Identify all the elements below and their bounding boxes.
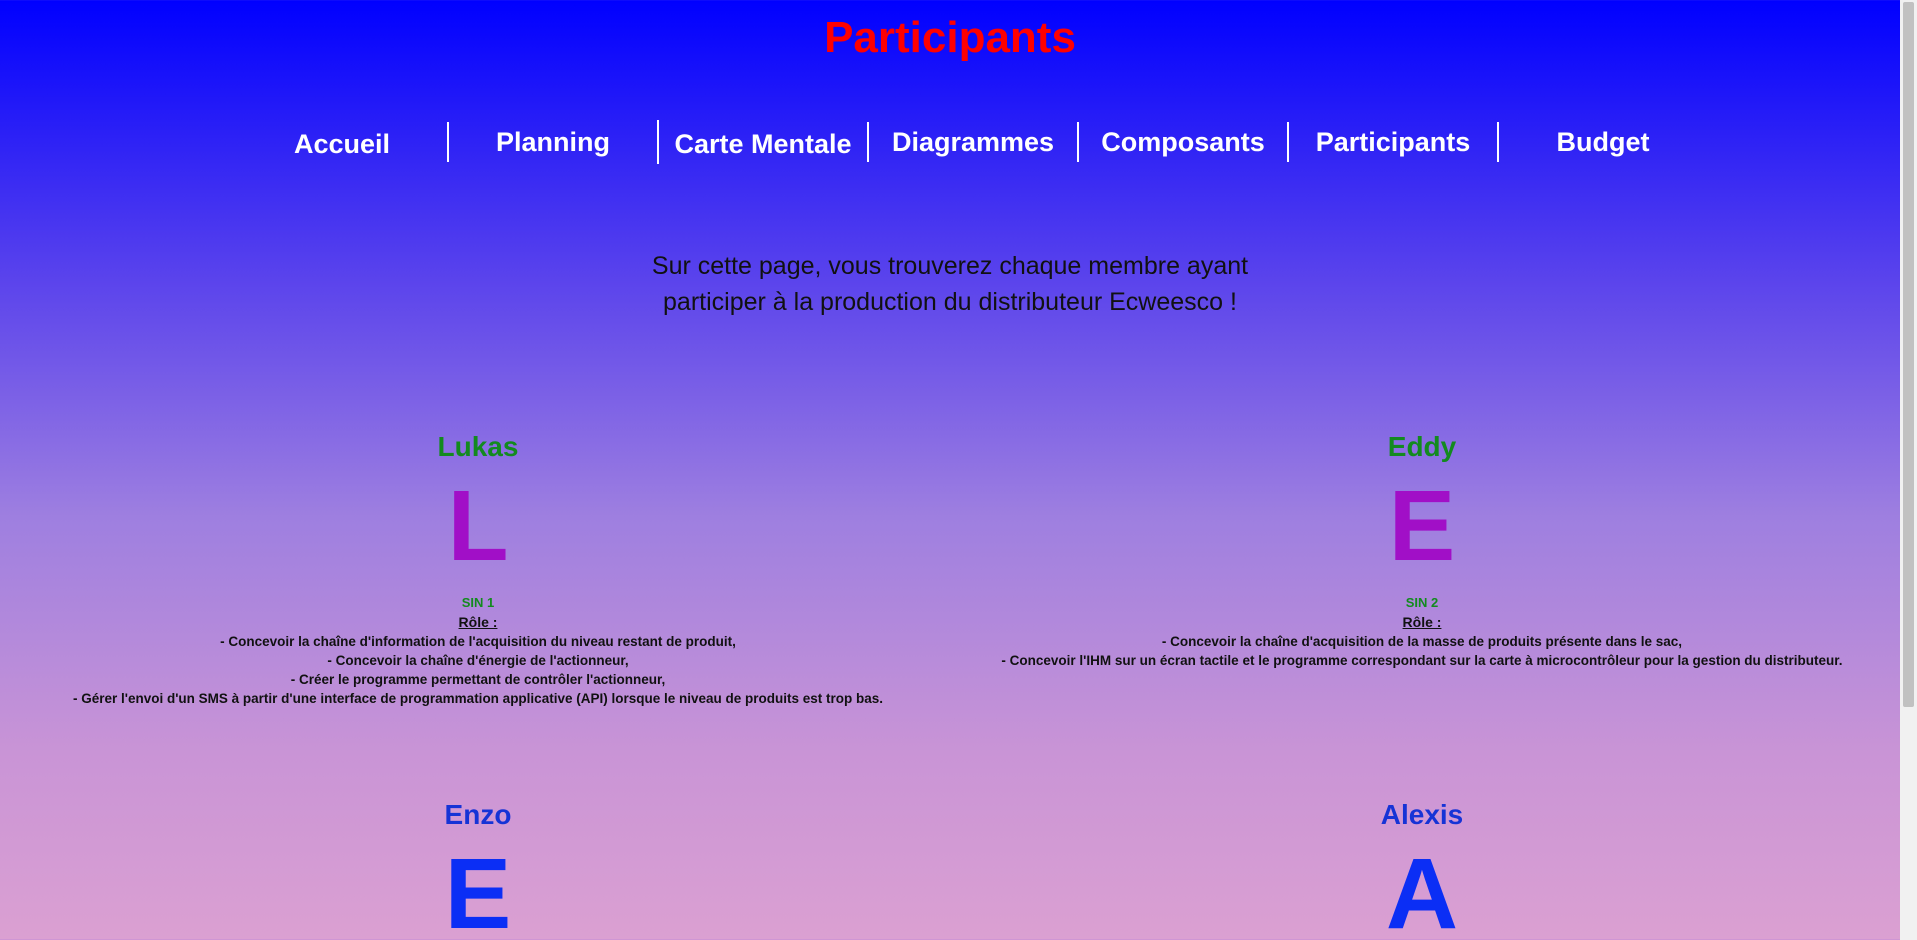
role-task: - Concevoir la chaîne d'information de l'acquisition du niveau restant de produit, (220, 634, 736, 649)
role-task: - Concevoir l'IHM sur un écran tactile et le programme correspondant sur la carte à microcontrôleur pour la gestion du distributeur. (1001, 653, 1843, 668)
nav-item-carte-mentale[interactable]: Carte Mentale (657, 120, 867, 164)
member-avatar: E (444, 838, 512, 940)
nav-item-composants[interactable]: Composants (1077, 122, 1287, 162)
intro-text (0, 248, 1900, 320)
nav-item-participants[interactable]: Participants (1287, 122, 1497, 162)
role-label: Rôle : (1402, 614, 1442, 630)
intro-line-1: Sur cette page, vous trouverez chaque membre ayant (651, 252, 1249, 280)
member-card-alexis (952, 798, 1892, 940)
member-avatar: E (1388, 470, 1456, 582)
member-class: SIN 1 (461, 595, 495, 610)
member-name: Eddy (1387, 431, 1457, 462)
nav-item-budget[interactable]: Budget (1497, 122, 1707, 162)
member-name: Alexis (1380, 799, 1464, 830)
member-class: SIN 2 (1405, 595, 1439, 610)
page-scrollbar[interactable] (1900, 0, 1917, 940)
member-card-eddy (952, 430, 1892, 670)
member-card-enzo (8, 798, 948, 940)
member-name: Enzo (444, 799, 512, 830)
member-name: Lukas (437, 431, 519, 462)
role-label: Rôle : (458, 614, 498, 630)
intro-line-2: participer à la production du distributeur Ecweesco ! (663, 288, 1237, 316)
main-nav (237, 122, 1707, 162)
nav-item-accueil[interactable]: Accueil (293, 129, 391, 159)
member-avatar: A (1385, 838, 1459, 940)
page-title: Participants (824, 13, 1076, 62)
role-task: - Créer le programme permettant de contrôler l'actionneur, (290, 672, 666, 687)
nav-item-diagrammes[interactable]: Diagrammes (867, 122, 1077, 162)
nav-item-planning[interactable]: Planning (447, 122, 657, 162)
member-avatar: L (447, 470, 509, 582)
member-card-lukas (8, 430, 948, 708)
role-task: - Concevoir la chaîne d'acquisition de la masse de produits présente dans le sac, (1161, 634, 1683, 649)
role-task: - Gérer l'envoi d'un SMS à partir d'une interface de programmation applicative (API) lorsque le niveau de produits est trop bas. (72, 691, 884, 706)
role-task: - Concevoir la chaîne d'énergie de l'actionneur, (327, 653, 629, 668)
scrollbar-thumb[interactable] (1903, 2, 1914, 707)
